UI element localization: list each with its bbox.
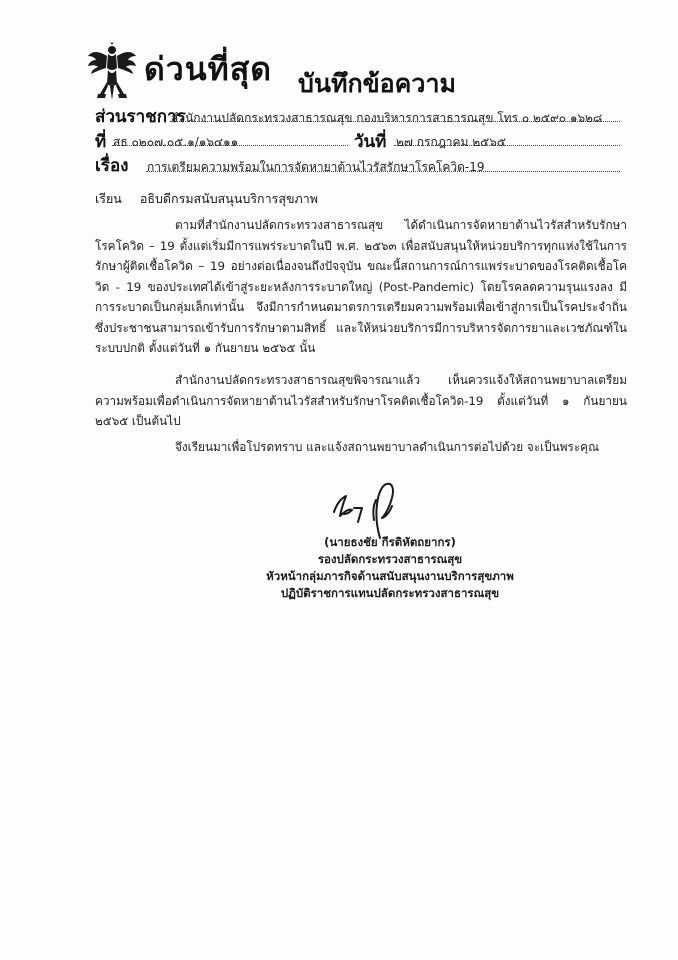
salutation-recipient: อธิบดีกรมสนับสนุนบริการสุขภาพ	[139, 191, 319, 206]
handwritten-signature	[328, 478, 412, 542]
agency-value: สำนักงานปลัดกระทรวงสาธารณสุข กองบริหารการสาธารณสุข โทร ๐ ๒๕๙๐ ๑๖๒๘	[171, 111, 603, 125]
date-underline	[394, 145, 620, 146]
reference-underline	[112, 145, 348, 146]
memo-title: บันทึกข้อความ	[298, 69, 456, 98]
paragraph-text: สำนักงานปลัดกระทรวงสาธารณสุขพิจารณาแล้ว เห็นควรแจ้งให้สถานพยาบาลเตรียมความพร้อมเพื่อดำเนินการจัดหายาต้านไวรัสสำหรับรักษาโรคติดเชื้อโควิด-19 ตั้งแต่วันที่ ๑ กันยายน ๒๕๖๕ เป็นต้นไป	[95, 373, 627, 428]
paragraph-text: ตามที่สำนักงานปลัดกระทรวงสาธารณสุข ได้ดำเนินการจัดหายาต้านไวรัสสำหรับรักษาโรคโควิด – 19 ตั้งแต่เริ่มมีการแพร่ระบาดในปี พ.ศ. ๒๕๖๓ เพื่อสนับสนุนให้หน่วยบริการทุกแห่งใช้ในการรักษาผู้ติดเชื้อโควิด – 19 อย่างต่อเนื่องจนถึงปัจจุบัน ขณะนี้สถานการณ์การแพร่ระบาดของโรคติดเชื้อโควิด - 19 ของประเทศได้เข้าสู่ระยะหลังการระบาดใหญ่ (Post-Pandemic) โดยโรคลดความรุนแรงลง มีการระบาดเป็นกลุ่มเล็กเท่านั้น จึงมีการกำหนดมาตรการเตรียมความพร้อมเพื่อเข้าสู่การเป็นโรคประจำถิ่น ซึ่งประชาชนสามารถเข้ารับการรักษาตามสิทธิ์ และให้หน่วยบริการมีการบริหารจัดการยาและเวชภัณฑ์ในระบบปกติ ตั้งแต่วันที่ ๑ กันยายน ๒๕๖๕ นั้น	[95, 218, 627, 355]
signatory-name: (นายธงชัย กีรติหัตถยากร)	[324, 535, 456, 549]
reference-label: ที่	[95, 132, 107, 152]
subject-label: เรื่อง	[95, 156, 129, 176]
date-label: วันที่	[354, 132, 387, 152]
salutation	[95, 189, 318, 209]
reference-row	[95, 128, 239, 155]
subject-value: การเตรียมความพร้อมในการจัดหายาต้านไวรัสรักษาโรคโควิด-19	[147, 160, 485, 174]
subject-row	[95, 152, 485, 179]
urgency-heading: ด่วนที่สุด	[144, 50, 273, 88]
body-paragraph-2	[95, 370, 627, 432]
reference-value: สธ ๐๒๐๗.๐๕.๑/๑๖๔๑๑	[113, 135, 239, 149]
agency-label: ส่วนราชการ	[95, 107, 186, 127]
signature-block	[250, 534, 530, 602]
signatory-position-1: รองปลัดกระทรวงสาธารณสุข	[317, 552, 463, 566]
salutation-prefix: เรียน	[95, 191, 122, 206]
paragraph-text: จึงเรียนมาเพื่อโปรดทราบ และแจ้งสถานพยาบาลดำเนินการต่อไปด้วย จะเป็นพระคุณ	[175, 440, 600, 454]
date-row	[354, 128, 506, 155]
signatory-position-3: ปฏิบัติราชการแทนปลัดกระทรวงสาธารณสุข	[280, 586, 500, 600]
signatory-position-2: หัวหน้ากลุ่มภารกิจด้านสนับสนุนงานบริการสุขภาพ	[266, 569, 514, 583]
date-value: ๒๗ กรกฎาคม ๒๕๖๕	[396, 135, 506, 149]
agency-row	[95, 103, 603, 130]
subject-underline	[146, 171, 620, 172]
body-paragraph-1	[95, 215, 627, 359]
garuda-emblem-icon	[86, 42, 138, 102]
body-paragraph-3	[95, 437, 627, 458]
agency-underline	[170, 121, 620, 122]
